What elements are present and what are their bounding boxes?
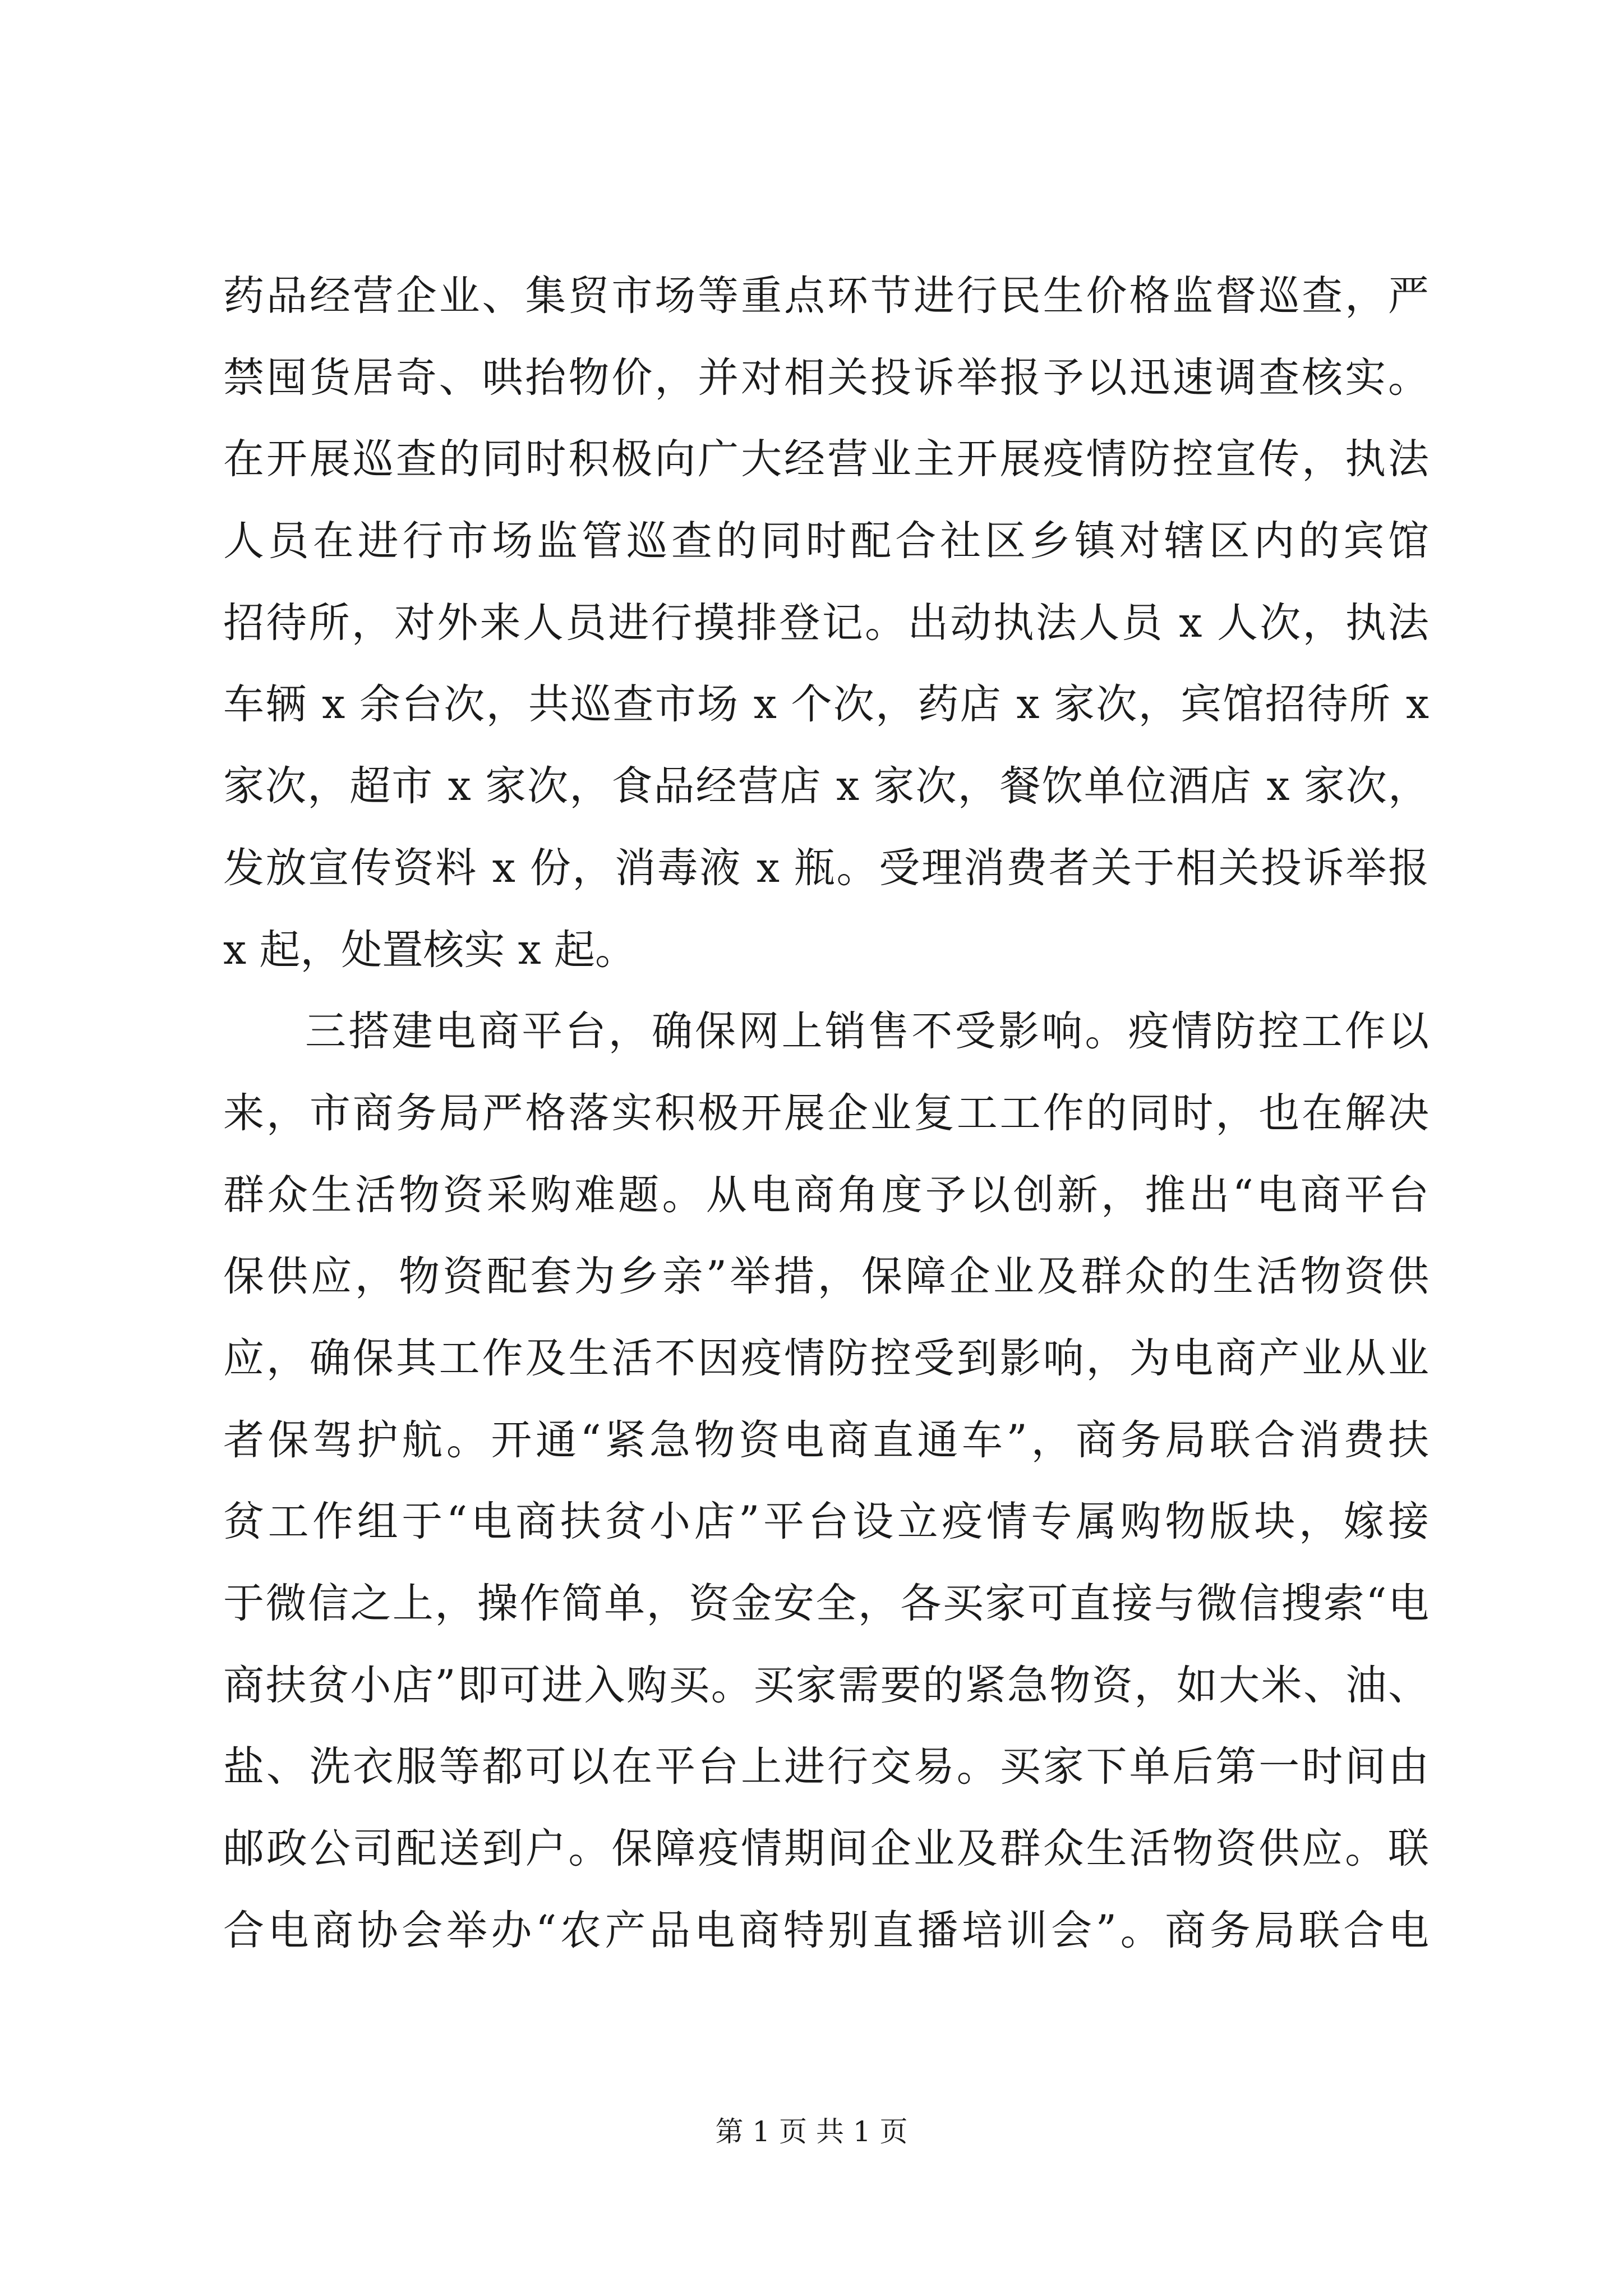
text-line: 车辆 x 余台次，共巡查市场 x 个次，药店 x 家次，宾馆招待所 x [223, 680, 1429, 729]
text-line: 盐、洗衣服等都可以在平台上进行交易。买家下单后第一时间由 [223, 1743, 1429, 1791]
text-line: 合电商协会举办“农产品电商特别直播培训会”。商务局联合电 [223, 1906, 1429, 1954]
text-line: 人员在进行市场监管巡查的同时配合社区乡镇对辖区内的宾馆 [223, 517, 1429, 565]
text-line: 保供应，物资配套为乡亲”举措，保障企业及群众的生活物资供 [223, 1253, 1429, 1301]
document-body [223, 255, 1429, 1971]
text-line: 发放宣传资料 x 份，消毒液 x 瓶。受理消费者关于相关投诉举报 [223, 844, 1429, 892]
text-line: 贫工作组于“电商扶贫小店”平台设立疫情专属购物版块，嫁接 [223, 1498, 1429, 1546]
text-line: 邮政公司配送到户。保障疫情期间企业及群众生活物资供应。联 [223, 1825, 1429, 1873]
text-line: 三搭建电商平台，确保网上销售不受影响。疫情防控工作以 [305, 1007, 1429, 1056]
text-line: 禁囤货居奇、哄抬物价，并对相关投诉举报予以迅速调查核实。 [223, 353, 1429, 402]
text-line: 家次，超市 x 家次，食品经营店 x 家次，餐饮单位酒店 x 家次， [223, 762, 1429, 811]
text-line: 者保驾护航。开通“紧急物资电商直通车”，商务局联合消费扶 [223, 1416, 1429, 1464]
text-line: 于微信之上，操作简单，资金安全，各买家可直接与微信搜索“电 [223, 1580, 1429, 1627]
text-line: 商扶贫小店”即可进入购买。买家需要的紧急物资，如大米、油、 [223, 1661, 1429, 1709]
page-footer: 第 1 页 共 1 页 [715, 2115, 908, 2148]
text-line: 招待所，对外来人员进行摸排登记。出动执法人员 x 人次，执法 [223, 599, 1429, 647]
text-line: 应，确保其工作及生活不因疫情防控受到影响，为电商产业从业 [223, 1334, 1429, 1382]
text-line: 药品经营企业、集贸市场等重点环节进行民生价格监督巡查，严 [223, 272, 1429, 320]
text-line: 在开展巡查的同时积极向广大经营业主开展疫情防控宣传，执法 [223, 435, 1429, 484]
text-line: x 起，处置核实 x 起。 [223, 926, 636, 974]
text-line: 来，市商务局严格落实积极开展企业复工工作的同时，也在解决 [223, 1089, 1429, 1137]
text-line: 群众生活物资采购难题。从电商角度予以创新，推出“电商平台 [223, 1171, 1429, 1219]
